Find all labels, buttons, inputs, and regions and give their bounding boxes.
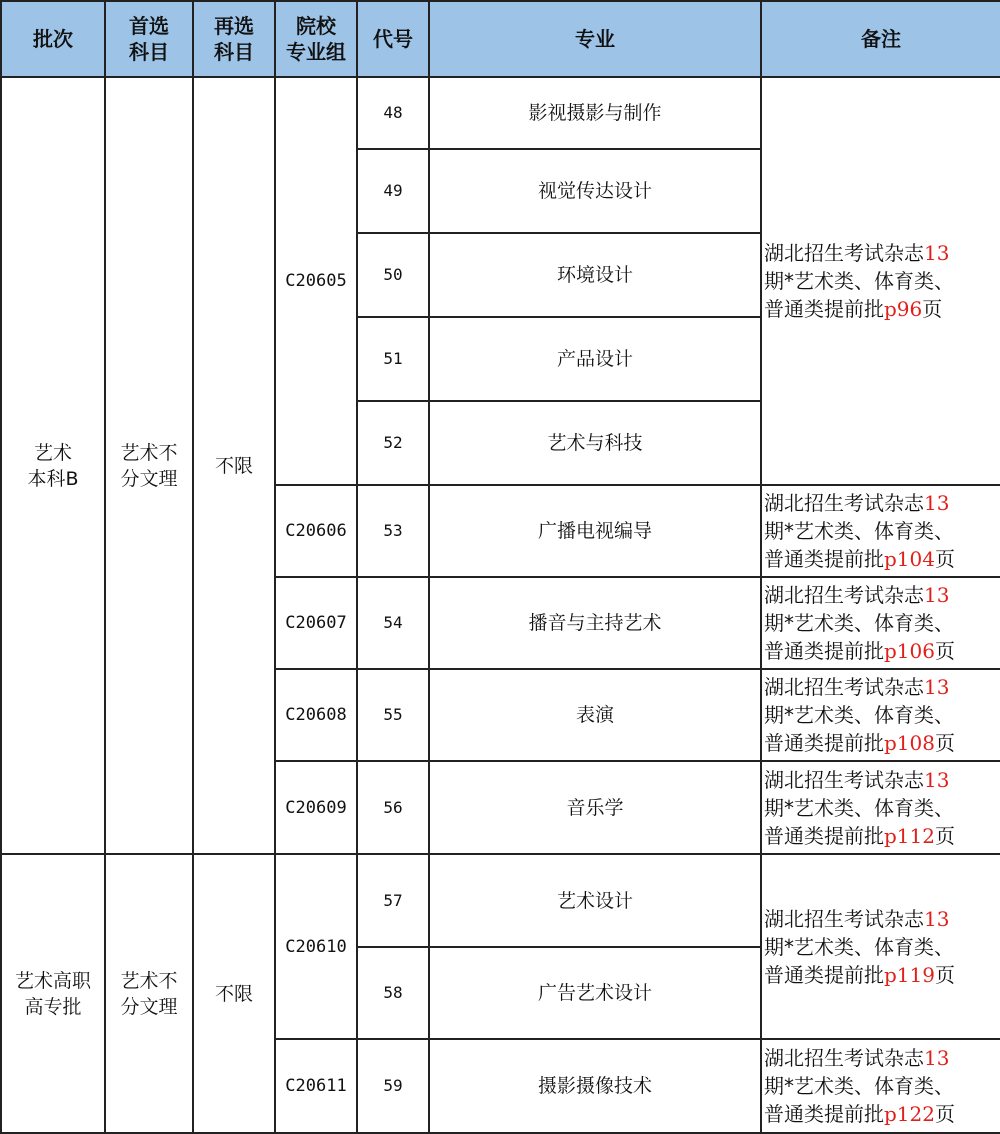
cell-major: 视觉传达设计 bbox=[429, 149, 761, 233]
cell-note bbox=[761, 854, 1000, 1039]
cell-code: 49 bbox=[357, 149, 429, 233]
cell-code: 50 bbox=[357, 233, 429, 317]
note-post: 页 bbox=[934, 823, 955, 848]
note-pre2: 普通类提前批 bbox=[764, 962, 884, 987]
note-page: p104 bbox=[884, 547, 935, 571]
header-group: 院校 专业组 bbox=[275, 1, 357, 77]
cell-code: 53 bbox=[357, 485, 429, 577]
cell-batch: 艺术 本科B bbox=[1, 77, 105, 854]
header-row bbox=[1, 1, 1000, 77]
note-line bbox=[764, 701, 1000, 729]
note-page: p96 bbox=[884, 297, 923, 321]
note-line bbox=[764, 822, 1000, 850]
cell-major: 表演 bbox=[429, 669, 761, 761]
note-post: 页 bbox=[934, 731, 955, 755]
note-issue: 13 bbox=[924, 241, 950, 265]
note-pre: 湖北招生考试杂志 bbox=[764, 491, 924, 515]
header-code: 代号 bbox=[357, 1, 429, 77]
note-line bbox=[764, 1044, 1000, 1072]
note-line bbox=[764, 295, 1000, 323]
cell-note bbox=[761, 485, 1000, 577]
note-mid: 期*艺术类、体育类、 bbox=[764, 934, 954, 959]
note-post: 页 bbox=[934, 639, 955, 663]
cell-major: 音乐学 bbox=[429, 761, 761, 854]
note-pre2: 普通类提前批 bbox=[764, 823, 884, 848]
cell-group: C20610 bbox=[275, 854, 357, 1039]
note-line bbox=[764, 794, 1000, 822]
note-pre: 湖北招生考试杂志 bbox=[764, 767, 924, 792]
note-page: p106 bbox=[884, 639, 935, 663]
header-second-subject: 再选 科目 bbox=[193, 1, 275, 77]
note-issue: 13 bbox=[924, 1046, 950, 1070]
cell-note bbox=[761, 669, 1000, 761]
cell-major: 环境设计 bbox=[429, 233, 761, 317]
note-line bbox=[764, 961, 1000, 989]
cell-major: 艺术设计 bbox=[429, 854, 761, 947]
header-major: 专业 bbox=[429, 1, 761, 77]
cell-first: 艺术不 分文理 bbox=[105, 854, 193, 1133]
note-line bbox=[764, 637, 1000, 665]
note-mid: 期*艺术类、体育类、 bbox=[764, 269, 954, 293]
table-row bbox=[1, 77, 1000, 149]
note-pre: 湖北招生考试杂志 bbox=[764, 583, 924, 607]
note-line bbox=[764, 729, 1000, 757]
note-line bbox=[764, 545, 1000, 573]
note-issue: 13 bbox=[924, 675, 950, 699]
note-line bbox=[764, 489, 1000, 517]
cell-second: 不限 bbox=[193, 854, 275, 1133]
cell-group: C20605 bbox=[275, 77, 357, 485]
cell-code: 48 bbox=[357, 77, 429, 149]
note-pre2: 普通类提前批 bbox=[764, 639, 884, 663]
cell-group: C20611 bbox=[275, 1039, 357, 1133]
cell-group: C20608 bbox=[275, 669, 357, 761]
note-issue: 13 bbox=[924, 767, 950, 792]
header-first-subject: 首选 科目 bbox=[105, 1, 193, 77]
cell-group: C20607 bbox=[275, 577, 357, 669]
note-issue: 13 bbox=[924, 491, 950, 515]
note-pre: 湖北招生考试杂志 bbox=[764, 241, 924, 265]
note-page: p122 bbox=[884, 1102, 935, 1126]
cell-note bbox=[761, 1039, 1000, 1133]
note-mid: 期*艺术类、体育类、 bbox=[764, 519, 954, 543]
cell-major: 艺术与科技 bbox=[429, 401, 761, 485]
note-pre: 湖北招生考试杂志 bbox=[764, 906, 924, 931]
note-pre2: 普通类提前批 bbox=[764, 547, 884, 571]
note-pre2: 普通类提前批 bbox=[764, 731, 884, 755]
cell-code: 52 bbox=[357, 401, 429, 485]
note-line bbox=[764, 766, 1000, 794]
header-note: 备注 bbox=[761, 1, 1000, 77]
cell-second: 不限 bbox=[193, 77, 275, 854]
note-line bbox=[764, 1072, 1000, 1100]
header-batch: 批次 bbox=[1, 1, 105, 77]
note-line bbox=[764, 673, 1000, 701]
cell-code: 55 bbox=[357, 669, 429, 761]
note-pre: 湖北招生考试杂志 bbox=[764, 675, 924, 699]
note-post: 页 bbox=[922, 297, 943, 321]
note-line bbox=[764, 239, 1000, 267]
note-page: p119 bbox=[884, 962, 935, 987]
cell-code: 57 bbox=[357, 854, 429, 947]
note-line bbox=[764, 581, 1000, 609]
note-line bbox=[764, 267, 1000, 295]
note-pre: 湖北招生考试杂志 bbox=[764, 1046, 924, 1070]
cell-note bbox=[761, 761, 1000, 854]
note-post: 页 bbox=[934, 1102, 955, 1126]
note-page: p108 bbox=[884, 731, 935, 755]
note-mid: 期*艺术类、体育类、 bbox=[764, 703, 954, 727]
note-pre2: 普通类提前批 bbox=[764, 1102, 884, 1126]
cell-note bbox=[761, 77, 1000, 485]
cell-code: 59 bbox=[357, 1039, 429, 1133]
note-page: p112 bbox=[884, 823, 935, 848]
cell-code: 56 bbox=[357, 761, 429, 854]
cell-major: 影视摄影与制作 bbox=[429, 77, 761, 149]
cell-group: C20609 bbox=[275, 761, 357, 854]
cell-note bbox=[761, 577, 1000, 669]
note-mid: 期*艺术类、体育类、 bbox=[764, 611, 954, 635]
cell-group: C20606 bbox=[275, 485, 357, 577]
note-mid: 期*艺术类、体育类、 bbox=[764, 795, 954, 820]
cell-major: 摄影摄像技术 bbox=[429, 1039, 761, 1133]
note-line bbox=[764, 517, 1000, 545]
cell-major: 广告艺术设计 bbox=[429, 947, 761, 1039]
cell-code: 58 bbox=[357, 947, 429, 1039]
note-mid: 期*艺术类、体育类、 bbox=[764, 1074, 954, 1098]
note-post: 页 bbox=[934, 547, 955, 571]
note-line bbox=[764, 609, 1000, 637]
note-line bbox=[764, 905, 1000, 933]
note-pre2: 普通类提前批 bbox=[764, 297, 884, 321]
note-post: 页 bbox=[934, 962, 955, 987]
note-issue: 13 bbox=[924, 583, 950, 607]
note-issue: 13 bbox=[924, 906, 950, 931]
note-line bbox=[764, 933, 1000, 961]
cell-code: 51 bbox=[357, 317, 429, 401]
cell-major: 广播电视编导 bbox=[429, 485, 761, 577]
cell-first: 艺术不 分文理 bbox=[105, 77, 193, 854]
table-row bbox=[1, 854, 1000, 947]
cell-major: 播音与主持艺术 bbox=[429, 577, 761, 669]
cell-code: 54 bbox=[357, 577, 429, 669]
cell-batch: 艺术高职 高专批 bbox=[1, 854, 105, 1133]
cell-major: 产品设计 bbox=[429, 317, 761, 401]
note-line bbox=[764, 1100, 1000, 1128]
